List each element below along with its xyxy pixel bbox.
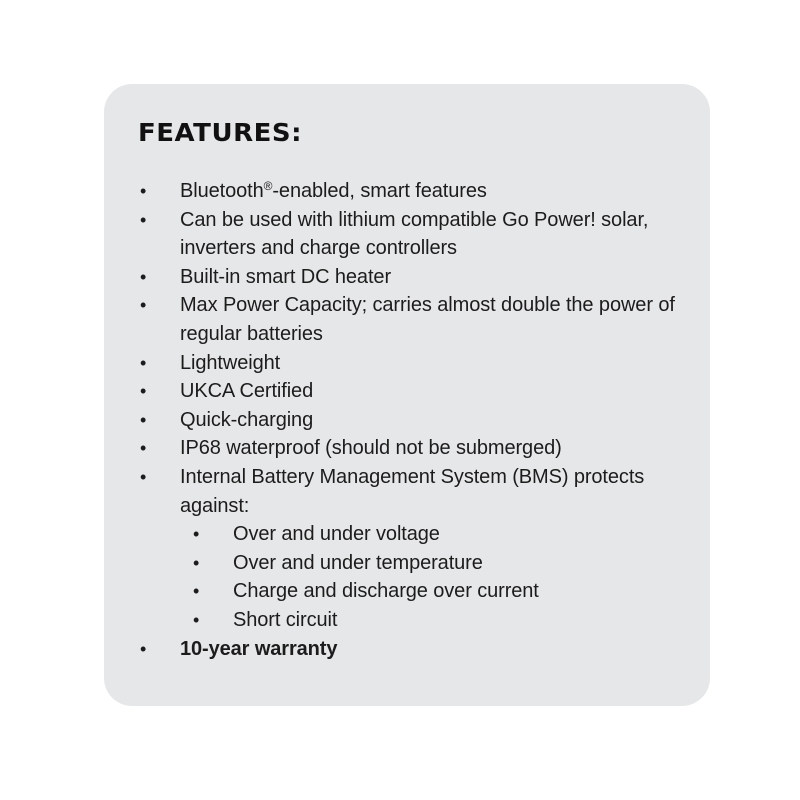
bms-subitem-temperature bbox=[180, 549, 678, 578]
bullet-icon: • bbox=[193, 552, 200, 573]
feature-text: Lightweight bbox=[180, 351, 281, 374]
bullet-icon: • bbox=[140, 381, 147, 402]
bullet-icon: • bbox=[193, 524, 200, 545]
feature-item-bms bbox=[138, 463, 678, 635]
feature-item-heater bbox=[138, 263, 678, 292]
feature-text: UKCA Certified bbox=[180, 380, 314, 403]
feature-text: Internal Battery Management System (BMS) protects against: bbox=[180, 465, 645, 517]
feature-text: 10-year warranty bbox=[180, 637, 338, 660]
features-list bbox=[138, 177, 678, 663]
bms-subitem-short-circuit bbox=[180, 606, 678, 635]
bullet-icon: • bbox=[140, 295, 147, 316]
bullet-icon: • bbox=[140, 266, 147, 287]
feature-text: IP68 waterproof (should not be submerged) bbox=[180, 437, 562, 460]
feature-item-ukca bbox=[138, 377, 678, 406]
feature-text-bluetooth: Bluetooth bbox=[180, 180, 264, 202]
registered-mark: ® bbox=[263, 179, 273, 193]
bms-subitem-current bbox=[180, 577, 678, 606]
subitem-text: Short circuit bbox=[233, 608, 338, 631]
feature-item-bluetooth bbox=[138, 177, 678, 206]
feature-item-quick-charging bbox=[138, 406, 678, 435]
bullet-icon: • bbox=[140, 409, 147, 430]
feature-item-lightweight bbox=[138, 349, 678, 378]
bullet-icon: • bbox=[193, 581, 200, 602]
bullet-icon: • bbox=[193, 609, 200, 630]
feature-text: Can be used with lithium compatible Go Power! solar, inverters and charge controllers bbox=[180, 208, 649, 260]
feature-text: Built-in smart DC heater bbox=[180, 265, 391, 288]
feature-item-warranty bbox=[138, 635, 678, 664]
feature-text-bluetooth-suffix: -enabled, smart features bbox=[272, 180, 487, 202]
bms-subitem-voltage bbox=[180, 520, 678, 549]
bullet-icon: • bbox=[140, 352, 147, 373]
bms-protections-list bbox=[180, 520, 678, 634]
bullet-icon: • bbox=[140, 181, 147, 201]
bullet-icon: • bbox=[140, 438, 147, 459]
bullet-icon: • bbox=[140, 466, 147, 487]
feature-text: Max Power Capacity; carries almost double the power of regular batteries bbox=[180, 294, 675, 345]
bullet-icon: • bbox=[140, 638, 147, 659]
subitem-text: Over and under temperature bbox=[233, 551, 483, 574]
subitem-text: Over and under voltage bbox=[233, 523, 440, 546]
features-title: FEATURES: bbox=[138, 118, 303, 147]
features-card bbox=[104, 84, 710, 706]
feature-text: Quick-charging bbox=[180, 408, 314, 431]
subitem-text: Charge and discharge over current bbox=[233, 580, 539, 603]
feature-item-compatibility bbox=[138, 206, 678, 263]
feature-item-capacity bbox=[138, 291, 678, 348]
feature-item-waterproof bbox=[138, 434, 678, 463]
feature-text bbox=[180, 180, 487, 202]
bullet-icon: • bbox=[140, 209, 147, 230]
